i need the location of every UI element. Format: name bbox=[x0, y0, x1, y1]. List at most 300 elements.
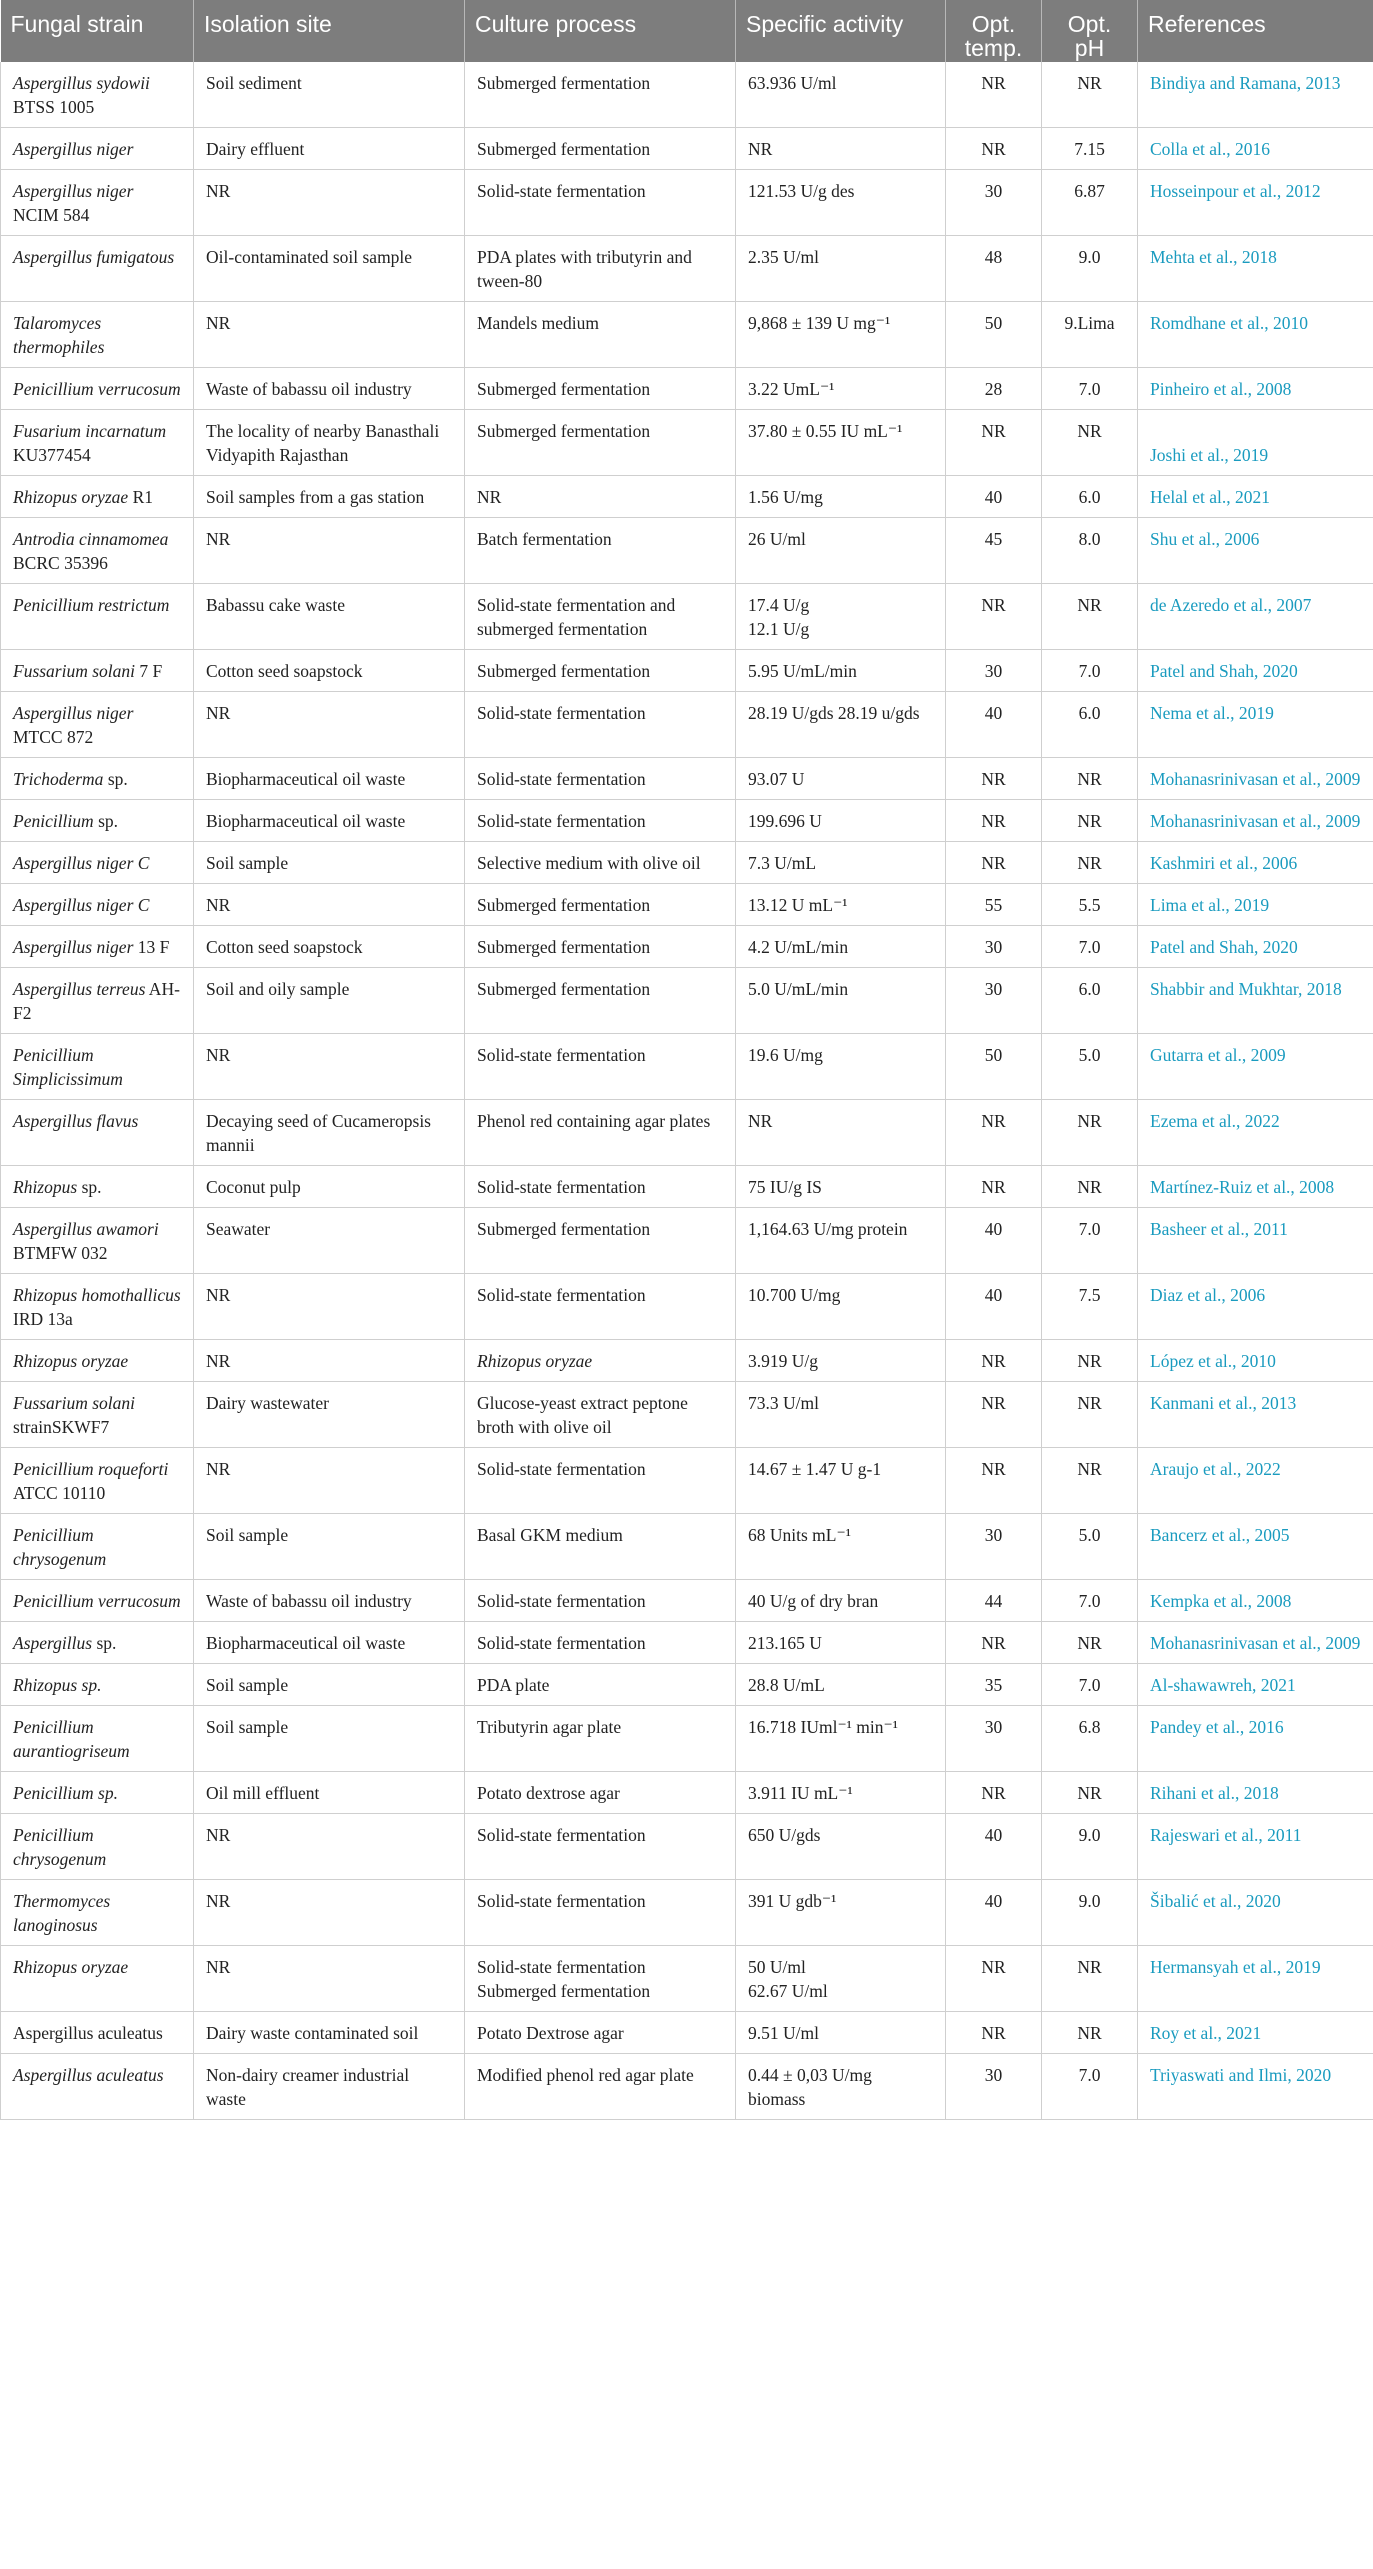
table-row bbox=[1, 128, 1373, 170]
specific-activity-cell: 4.2 U/mL/min bbox=[736, 926, 946, 968]
culture-process-cell: Tributyrin agar plate bbox=[465, 1706, 736, 1772]
reference-link[interactable]: Araujo et al., 2022 bbox=[1138, 1448, 1373, 1514]
specific-activity-cell: 26 U/ml bbox=[736, 518, 946, 584]
fungal-strain-cell bbox=[1, 1706, 194, 1772]
culture-process-cell: Solid-state fermentation bbox=[465, 1814, 736, 1880]
culture-process-cell: Rhizopus oryzae bbox=[465, 1340, 736, 1382]
fungal-strain-cell bbox=[1, 236, 194, 302]
strain-designation: BCRC 35396 bbox=[13, 553, 108, 573]
isolation-site-cell: Biopharmaceutical oil waste bbox=[194, 800, 465, 842]
fungal-strain-cell bbox=[1, 842, 194, 884]
reference-link[interactable]: Martínez-Ruiz et al., 2008 bbox=[1138, 1166, 1373, 1208]
fungal-strain-cell bbox=[1, 170, 194, 236]
reference-link[interactable]: Joshi et al., 2019 bbox=[1138, 410, 1373, 476]
strain-species-name: Aspergillus niger bbox=[13, 181, 134, 201]
isolation-site-cell: NR bbox=[194, 518, 465, 584]
isolation-site-cell: Seawater bbox=[194, 1208, 465, 1274]
strain-species-name: Aspergillus niger C bbox=[13, 853, 150, 873]
isolation-site-cell: Cotton seed soapstock bbox=[194, 926, 465, 968]
reference-link[interactable]: Helal et al., 2021 bbox=[1138, 476, 1373, 518]
opt-ph-cell: 7.0 bbox=[1042, 1664, 1138, 1706]
opt-ph-cell: 5.0 bbox=[1042, 1514, 1138, 1580]
isolation-site-cell: NR bbox=[194, 1340, 465, 1382]
fungal-strain-cell bbox=[1, 1880, 194, 1946]
table-row bbox=[1, 1814, 1373, 1880]
isolation-site-cell: Dairy wastewater bbox=[194, 1382, 465, 1448]
reference-link[interactable]: Patel and Shah, 2020 bbox=[1138, 926, 1373, 968]
specific-activity-cell: 0.44 ± 0,03 U/mg biomass bbox=[736, 2054, 946, 2120]
specific-activity-cell: 50 U/ml 62.67 U/ml bbox=[736, 1946, 946, 2012]
fungal-strain-cell bbox=[1, 1622, 194, 1664]
fungal-strain-cell bbox=[1, 1166, 194, 1208]
isolation-site-cell: NR bbox=[194, 692, 465, 758]
table-row bbox=[1, 1340, 1373, 1382]
strain-species-name: Aspergillus niger bbox=[13, 139, 134, 159]
specific-activity-cell: 16.718 IUml⁻¹ min⁻¹ bbox=[736, 1706, 946, 1772]
strain-designation: 13 F bbox=[133, 937, 170, 957]
table-row bbox=[1, 692, 1373, 758]
culture-process-cell: Selective medium with olive oil bbox=[465, 842, 736, 884]
table-row bbox=[1, 650, 1373, 692]
isolation-site-cell: Biopharmaceutical oil waste bbox=[194, 758, 465, 800]
opt-ph-cell: 6.8 bbox=[1042, 1706, 1138, 1772]
reference-link[interactable]: Ezema et al., 2022 bbox=[1138, 1100, 1373, 1166]
isolation-site-cell: NR bbox=[194, 1034, 465, 1100]
strain-species-name: Aspergillus niger bbox=[13, 703, 134, 723]
reference-link[interactable]: Mehta et al., 2018 bbox=[1138, 236, 1373, 302]
strain-species-name: Fussarium solani bbox=[13, 1393, 136, 1413]
strain-species-name: Fussarium solani bbox=[13, 661, 136, 681]
reference-link[interactable]: Pinheiro et al., 2008 bbox=[1138, 368, 1373, 410]
culture-process-cell: Solid-state fermentation bbox=[465, 692, 736, 758]
isolation-site-cell: NR bbox=[194, 1814, 465, 1880]
opt-temp-cell: 40 bbox=[946, 1880, 1042, 1946]
strain-designation: AH-F2 bbox=[13, 979, 180, 1023]
table-row bbox=[1, 2054, 1373, 2120]
opt-temp-cell: NR bbox=[946, 1622, 1042, 1664]
header-references: References bbox=[1138, 0, 1373, 62]
table-row bbox=[1, 1382, 1373, 1448]
reference-link[interactable]: Pandey et al., 2016 bbox=[1138, 1706, 1373, 1772]
strain-species-name: Talaromyces thermophiles bbox=[13, 313, 105, 357]
table-row bbox=[1, 410, 1373, 476]
reference-link[interactable]: Patel and Shah, 2020 bbox=[1138, 650, 1373, 692]
culture-process-cell: Solid-state fermentation bbox=[465, 1622, 736, 1664]
strain-designation: KU377454 bbox=[13, 445, 91, 465]
reference-link[interactable]: Roy et al., 2021 bbox=[1138, 2012, 1373, 2054]
culture-process-cell: Basal GKM medium bbox=[465, 1514, 736, 1580]
opt-temp-cell: NR bbox=[946, 800, 1042, 842]
opt-temp-cell: NR bbox=[946, 584, 1042, 650]
table-row bbox=[1, 1772, 1373, 1814]
strain-species-name: Penicillium chrysogenum bbox=[13, 1825, 107, 1869]
opt-ph-cell: 7.0 bbox=[1042, 650, 1138, 692]
specific-activity-cell: 213.165 U bbox=[736, 1622, 946, 1664]
reference-link[interactable]: Nema et al., 2019 bbox=[1138, 692, 1373, 758]
opt-temp-cell: NR bbox=[946, 758, 1042, 800]
culture-process-cell: Solid-state fermentation bbox=[465, 800, 736, 842]
table-row bbox=[1, 62, 1373, 128]
isolation-site-cell: Decaying seed of Cucameropsis mannii bbox=[194, 1100, 465, 1166]
reference-link[interactable]: de Azeredo et al., 2007 bbox=[1138, 584, 1373, 650]
strain-species-name: Antrodia cinnamomea bbox=[13, 529, 169, 549]
isolation-site-cell: Waste of babassu oil industry bbox=[194, 368, 465, 410]
fungal-strain-cell bbox=[1, 884, 194, 926]
fungal-strain-cell bbox=[1, 1100, 194, 1166]
opt-temp-cell: NR bbox=[946, 1100, 1042, 1166]
reference-link[interactable]: Bancerz et al., 2005 bbox=[1138, 1514, 1373, 1580]
isolation-site-cell: Soil sample bbox=[194, 1706, 465, 1772]
reference-link[interactable]: Diaz et al., 2006 bbox=[1138, 1274, 1373, 1340]
isolation-site-cell: NR bbox=[194, 302, 465, 368]
specific-activity-cell: 19.6 U/mg bbox=[736, 1034, 946, 1100]
culture-process-cell: Submerged fermentation bbox=[465, 1208, 736, 1274]
isolation-site-cell: Dairy waste contaminated soil bbox=[194, 2012, 465, 2054]
fungal-strain-cell bbox=[1, 476, 194, 518]
fungal-strain-cell bbox=[1, 368, 194, 410]
opt-temp-cell: NR bbox=[946, 1772, 1042, 1814]
specific-activity-cell: 40 U/g of dry bran bbox=[736, 1580, 946, 1622]
opt-ph-cell: 9.Lima bbox=[1042, 302, 1138, 368]
opt-temp-cell: 40 bbox=[946, 1208, 1042, 1274]
opt-ph-cell: 7.0 bbox=[1042, 926, 1138, 968]
opt-temp-cell: 40 bbox=[946, 1814, 1042, 1880]
strain-species-name: Aspergillus terreus bbox=[13, 979, 146, 999]
table-row bbox=[1, 476, 1373, 518]
opt-temp-cell: 28 bbox=[946, 368, 1042, 410]
strain-designation: sp. bbox=[93, 811, 118, 831]
strain-species-name: Rhizopus homothallicus bbox=[13, 1285, 181, 1305]
opt-ph-cell: NR bbox=[1042, 1382, 1138, 1448]
reference-link[interactable]: Kanmani et al., 2013 bbox=[1138, 1382, 1373, 1448]
specific-activity-cell: 68 Units mL⁻¹ bbox=[736, 1514, 946, 1580]
isolation-site-cell: Coconut pulp bbox=[194, 1166, 465, 1208]
isolation-site-cell: Soil and oily sample bbox=[194, 968, 465, 1034]
opt-ph-cell: NR bbox=[1042, 62, 1138, 128]
opt-ph-cell: NR bbox=[1042, 1448, 1138, 1514]
isolation-site-cell: Waste of babassu oil industry bbox=[194, 1580, 465, 1622]
isolation-site-cell: NR bbox=[194, 170, 465, 236]
table-row bbox=[1, 800, 1373, 842]
table-row bbox=[1, 758, 1373, 800]
header-opt-ph: Opt. pH bbox=[1042, 0, 1138, 62]
fungal-strain-cell bbox=[1, 1274, 194, 1340]
specific-activity-cell: 2.35 U/ml bbox=[736, 236, 946, 302]
table-row bbox=[1, 968, 1373, 1034]
opt-temp-cell: 40 bbox=[946, 692, 1042, 758]
table-row bbox=[1, 1946, 1373, 2012]
opt-temp-cell: 40 bbox=[946, 1274, 1042, 1340]
reference-link[interactable]: Hosseinpour et al., 2012 bbox=[1138, 170, 1373, 236]
opt-ph-cell: 9.0 bbox=[1042, 1880, 1138, 1946]
specific-activity-cell: 75 IU/g IS bbox=[736, 1166, 946, 1208]
table-row bbox=[1, 1034, 1373, 1100]
header-isolation-site: Isolation site bbox=[194, 0, 465, 62]
fungal-strain-cell bbox=[1, 2054, 194, 2120]
opt-ph-cell: NR bbox=[1042, 1622, 1138, 1664]
table-row bbox=[1, 1706, 1373, 1772]
culture-process-cell: NR bbox=[465, 476, 736, 518]
reference-link[interactable]: Mohanasrinivasan et al., 2009 bbox=[1138, 758, 1373, 800]
strain-designation: ATCC 10110 bbox=[13, 1483, 106, 1503]
header-opt-temp: Opt. temp. bbox=[946, 0, 1042, 62]
fungal-strain-cell bbox=[1, 1340, 194, 1382]
strain-designation: sp. bbox=[92, 1633, 117, 1653]
isolation-site-cell: NR bbox=[194, 884, 465, 926]
fungal-strain-cell bbox=[1, 1382, 194, 1448]
culture-process-cell: Submerged fermentation bbox=[465, 968, 736, 1034]
reference-link[interactable]: Hermansyah et al., 2019 bbox=[1138, 1946, 1373, 2012]
strain-species-name: Rhizopus oryzae bbox=[13, 1351, 129, 1371]
opt-temp-cell: NR bbox=[946, 1448, 1042, 1514]
strain-species-name: Rhizopus oryzae bbox=[13, 1957, 129, 1977]
opt-temp-cell: 30 bbox=[946, 1706, 1042, 1772]
isolation-site-cell: Soil sample bbox=[194, 1664, 465, 1706]
specific-activity-cell: 1,164.63 U/mg protein bbox=[736, 1208, 946, 1274]
specific-activity-cell: NR bbox=[736, 1100, 946, 1166]
reference-link[interactable]: Basheer et al., 2011 bbox=[1138, 1208, 1373, 1274]
culture-process-cell: Solid-state fermentation and submerged fermentation bbox=[465, 584, 736, 650]
table-row bbox=[1, 1448, 1373, 1514]
opt-temp-cell: 50 bbox=[946, 1034, 1042, 1100]
specific-activity-cell: 93.07 U bbox=[736, 758, 946, 800]
strain-species-name: Aspergillus sydowii bbox=[13, 73, 150, 93]
reference-link[interactable]: Kempka et al., 2008 bbox=[1138, 1580, 1373, 1622]
fungal-strain-cell bbox=[1, 800, 194, 842]
specific-activity-cell: 37.80 ± 0.55 IU mL⁻¹ bbox=[736, 410, 946, 476]
reference-link[interactable]: Al-shawawreh, 2021 bbox=[1138, 1664, 1373, 1706]
opt-ph-cell: NR bbox=[1042, 758, 1138, 800]
isolation-site-cell: Dairy effluent bbox=[194, 128, 465, 170]
culture-process-cell: Phenol red containing agar plates bbox=[465, 1100, 736, 1166]
strain-designation: sp. bbox=[77, 1177, 102, 1197]
isolation-site-cell: Biopharmaceutical oil waste bbox=[194, 1622, 465, 1664]
fungal-strain-cell bbox=[1, 692, 194, 758]
opt-ph-cell: NR bbox=[1042, 410, 1138, 476]
opt-ph-cell: 5.0 bbox=[1042, 1034, 1138, 1100]
specific-activity-cell: 1.56 U/mg bbox=[736, 476, 946, 518]
opt-ph-cell: 8.0 bbox=[1042, 518, 1138, 584]
fungal-strain-cell bbox=[1, 2012, 194, 2054]
opt-temp-cell: NR bbox=[946, 62, 1042, 128]
opt-ph-cell: 6.0 bbox=[1042, 476, 1138, 518]
strain-species-name: Aspergillus niger C bbox=[13, 895, 150, 915]
culture-process-cell: Solid-state fermentation bbox=[465, 1580, 736, 1622]
opt-temp-cell: NR bbox=[946, 128, 1042, 170]
isolation-site-cell: Babassu cake waste bbox=[194, 584, 465, 650]
table-row bbox=[1, 1664, 1373, 1706]
specific-activity-cell: 650 U/gds bbox=[736, 1814, 946, 1880]
strain-species-name: Aspergillus aculeatus bbox=[13, 2065, 164, 2085]
header-fungal-strain: Fungal strain bbox=[1, 0, 194, 62]
culture-process-cell: Submerged fermentation bbox=[465, 650, 736, 692]
opt-temp-cell: NR bbox=[946, 1382, 1042, 1448]
isolation-site-cell: Non-dairy creamer industrial waste bbox=[194, 2054, 465, 2120]
strain-designation: strainSKWF7 bbox=[13, 1417, 110, 1437]
specific-activity-cell: 10.700 U/mg bbox=[736, 1274, 946, 1340]
isolation-site-cell: Soil samples from a gas station bbox=[194, 476, 465, 518]
reference-link[interactable]: Romdhane et al., 2010 bbox=[1138, 302, 1373, 368]
opt-temp-cell: NR bbox=[946, 1166, 1042, 1208]
culture-process-cell: Solid-state fermentation bbox=[465, 758, 736, 800]
reference-link[interactable]: Šibalić et al., 2020 bbox=[1138, 1880, 1373, 1946]
table-row bbox=[1, 518, 1373, 584]
isolation-site-cell: Soil sample bbox=[194, 842, 465, 884]
opt-temp-cell: 30 bbox=[946, 926, 1042, 968]
specific-activity-cell: 121.53 U/g des bbox=[736, 170, 946, 236]
reference-link[interactable]: López et al., 2010 bbox=[1138, 1340, 1373, 1382]
culture-process-cell: Submerged fermentation bbox=[465, 128, 736, 170]
header-specific-activity: Specific activity bbox=[736, 0, 946, 62]
strain-species-name: Aspergillus flavus bbox=[13, 1111, 139, 1131]
table-row bbox=[1, 1100, 1373, 1166]
opt-ph-cell: 9.0 bbox=[1042, 1814, 1138, 1880]
table-row bbox=[1, 170, 1373, 236]
reference-link[interactable]: Triyaswati and Ilmi, 2020 bbox=[1138, 2054, 1373, 2120]
specific-activity-cell: NR bbox=[736, 128, 946, 170]
culture-process-cell: Modified phenol red agar plate bbox=[465, 2054, 736, 2120]
reference-link[interactable]: Kashmiri et al., 2006 bbox=[1138, 842, 1373, 884]
opt-temp-cell: NR bbox=[946, 1946, 1042, 2012]
specific-activity-cell: 63.936 U/ml bbox=[736, 62, 946, 128]
specific-activity-cell: 7.3 U/mL bbox=[736, 842, 946, 884]
strain-species-name: Penicillium bbox=[13, 811, 94, 831]
culture-process-cell: Potato dextrose agar bbox=[465, 1772, 736, 1814]
specific-activity-cell: 9,868 ± 139 U mg⁻¹ bbox=[736, 302, 946, 368]
opt-ph-cell: NR bbox=[1042, 800, 1138, 842]
table-row bbox=[1, 842, 1373, 884]
opt-ph-cell: 9.0 bbox=[1042, 236, 1138, 302]
specific-activity-cell: 3.919 U/g bbox=[736, 1340, 946, 1382]
strain-species-name: Penicillium chrysogenum bbox=[13, 1525, 107, 1569]
culture-process-cell: Submerged fermentation bbox=[465, 926, 736, 968]
fungal-strain-cell bbox=[1, 302, 194, 368]
table-row bbox=[1, 1580, 1373, 1622]
strain-species-name: Penicillium sp. bbox=[13, 1783, 118, 1803]
opt-temp-cell: 40 bbox=[946, 476, 1042, 518]
opt-ph-cell: NR bbox=[1042, 842, 1138, 884]
fungal-strain-cell bbox=[1, 128, 194, 170]
culture-process-cell: Solid-state fermentation Submerged fermentation bbox=[465, 1946, 736, 2012]
opt-ph-cell: 7.0 bbox=[1042, 1208, 1138, 1274]
reference-link[interactable]: Shu et al., 2006 bbox=[1138, 518, 1373, 584]
strain-designation: 7 F bbox=[135, 661, 163, 681]
isolation-site-cell: Cotton seed soapstock bbox=[194, 650, 465, 692]
culture-process-cell: Batch fermentation bbox=[465, 518, 736, 584]
fungal-strain-cell bbox=[1, 1664, 194, 1706]
isolation-site-cell: NR bbox=[194, 1274, 465, 1340]
table-row bbox=[1, 1274, 1373, 1340]
strain-species-name: Aspergillus awamori bbox=[13, 1219, 159, 1239]
fungal-strain-cell bbox=[1, 1208, 194, 1274]
fungal-strain-cell bbox=[1, 1448, 194, 1514]
culture-process-cell: Solid-state fermentation bbox=[465, 1034, 736, 1100]
fungal-strain-cell bbox=[1, 758, 194, 800]
culture-process-cell: Solid-state fermentation bbox=[465, 1448, 736, 1514]
culture-process-cell: Solid-state fermentation bbox=[465, 1166, 736, 1208]
opt-ph-cell: 7.0 bbox=[1042, 1580, 1138, 1622]
header-culture-process: Culture process bbox=[465, 0, 736, 62]
table-row bbox=[1, 1166, 1373, 1208]
opt-ph-cell: 6.0 bbox=[1042, 692, 1138, 758]
strain-species-name: Penicillium Simplicissimum bbox=[13, 1045, 123, 1089]
opt-temp-cell: 30 bbox=[946, 2054, 1042, 2120]
reference-link[interactable]: Rihani et al., 2018 bbox=[1138, 1772, 1373, 1814]
table-row bbox=[1, 926, 1373, 968]
reference-link[interactable]: Mohanasrinivasan et al., 2009 bbox=[1138, 1622, 1373, 1664]
strain-species-name: Trichoderma bbox=[13, 769, 104, 789]
specific-activity-cell: 73.3 U/ml bbox=[736, 1382, 946, 1448]
strain-species-name: Penicillium verrucosum bbox=[13, 379, 181, 399]
strain-species-name: Rhizopus oryzae bbox=[13, 487, 129, 507]
fungal-strain-cell bbox=[1, 1772, 194, 1814]
fungal-strain-cell bbox=[1, 62, 194, 128]
strain-designation: BTMFW 032 bbox=[13, 1243, 108, 1263]
opt-ph-cell: NR bbox=[1042, 1100, 1138, 1166]
reference-link[interactable]: Shabbir and Mukhtar, 2018 bbox=[1138, 968, 1373, 1034]
isolation-site-cell: Oil-contaminated soil sample bbox=[194, 236, 465, 302]
reference-link[interactable]: Bindiya and Ramana, 2013 bbox=[1138, 62, 1373, 128]
table-row bbox=[1, 302, 1373, 368]
opt-temp-cell: 30 bbox=[946, 1514, 1042, 1580]
strain-species-name: Penicillium roqueforti bbox=[13, 1459, 169, 1479]
strain-designation: MTCC 872 bbox=[13, 727, 94, 747]
table-row bbox=[1, 1622, 1373, 1664]
culture-process-cell: Submerged fermentation bbox=[465, 62, 736, 128]
culture-process-cell: Potato Dextrose agar bbox=[465, 2012, 736, 2054]
opt-ph-cell: NR bbox=[1042, 584, 1138, 650]
opt-temp-cell: NR bbox=[946, 842, 1042, 884]
culture-process-cell: Mandels medium bbox=[465, 302, 736, 368]
fungal-strain-cell bbox=[1, 1946, 194, 2012]
culture-process-cell: Solid-state fermentation bbox=[465, 1880, 736, 1946]
opt-temp-cell: 48 bbox=[946, 236, 1042, 302]
table-row bbox=[1, 2012, 1373, 2054]
fungal-strain-cell bbox=[1, 1814, 194, 1880]
table-row bbox=[1, 1880, 1373, 1946]
culture-process-cell: Submerged fermentation bbox=[465, 884, 736, 926]
fungal-strain-cell bbox=[1, 1034, 194, 1100]
specific-activity-cell: 14.67 ± 1.47 U g-1 bbox=[736, 1448, 946, 1514]
reference-link[interactable]: Gutarra et al., 2009 bbox=[1138, 1034, 1373, 1100]
fungal-strain-cell bbox=[1, 584, 194, 650]
table-row bbox=[1, 1514, 1373, 1580]
opt-ph-cell: 7.0 bbox=[1042, 368, 1138, 410]
opt-temp-cell: 45 bbox=[946, 518, 1042, 584]
isolation-site-cell: The locality of nearby Banasthali Vidyapith Rajasthan bbox=[194, 410, 465, 476]
culture-process-cell: Submerged fermentation bbox=[465, 410, 736, 476]
specific-activity-cell: 9.51 U/ml bbox=[736, 2012, 946, 2054]
specific-activity-cell: 5.0 U/mL/min bbox=[736, 968, 946, 1034]
fungal-strain-cell bbox=[1, 968, 194, 1034]
reference-link[interactable]: Mohanasrinivasan et al., 2009 bbox=[1138, 800, 1373, 842]
strain-species-name: Penicillium verrucosum bbox=[13, 1591, 181, 1611]
opt-ph-cell: 7.0 bbox=[1042, 2054, 1138, 2120]
specific-activity-cell: 199.696 U bbox=[736, 800, 946, 842]
isolation-site-cell: NR bbox=[194, 1946, 465, 2012]
opt-temp-cell: 30 bbox=[946, 968, 1042, 1034]
strain-designation: Aspergillus aculeatus bbox=[13, 2023, 163, 2043]
specific-activity-cell: 28.19 U/gds 28.19 u/gds bbox=[736, 692, 946, 758]
table-row bbox=[1, 236, 1373, 302]
reference-link[interactable]: Colla et al., 2016 bbox=[1138, 128, 1373, 170]
specific-activity-cell: 3.911 IU mL⁻¹ bbox=[736, 1772, 946, 1814]
reference-link[interactable]: Lima et al., 2019 bbox=[1138, 884, 1373, 926]
strain-designation: NCIM 584 bbox=[13, 205, 90, 225]
reference-link[interactable]: Rajeswari et al., 2011 bbox=[1138, 1814, 1373, 1880]
opt-temp-cell: NR bbox=[946, 1340, 1042, 1382]
strain-designation: IRD 13a bbox=[13, 1309, 73, 1329]
